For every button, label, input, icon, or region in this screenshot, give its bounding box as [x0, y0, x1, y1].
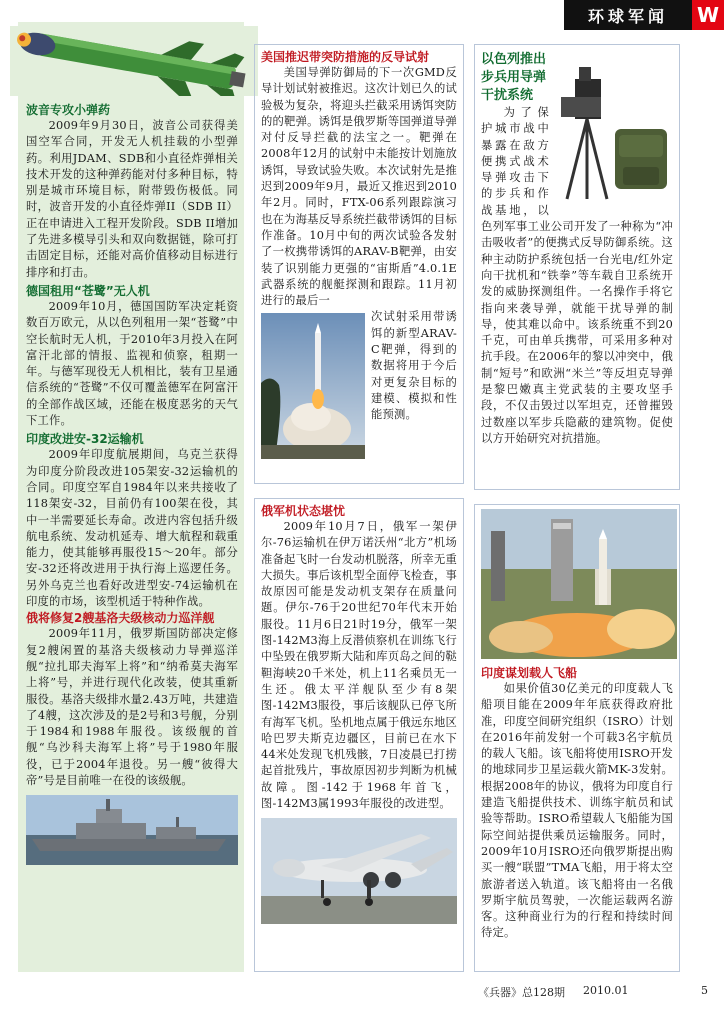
article-title: 俄军机状态堪忧: [261, 504, 346, 518]
article-russian-aircraft: [254, 498, 464, 972]
left-section-3: [26, 431, 238, 610]
article-body: 如果价值30亿美元的印度载人飞船项目能在2009年年底获得政府批准，印度空间研究组织（ISRO）计划在2016年前发射一个可载3名宇航员的载人飞船。该飞船将使用ISRO开发的地球同步卫星运载火箭MK-3发射。根据2008年的协议，俄将为印度自行建造飞船提供技术、训练宇航员和试验等帮助。ISRO希望载人飞船能为国际空间站提供乘员运输服务。同时，2009年10月ISRO还向俄罗斯提出购买一艘“联盟”TMA飞船，用于将太空旅游者送入轨道。该飞船将由一名俄罗斯宇航员驾驶，一次能运载两名游客。这种商业行为的行程和持续时间待定。: [481, 682, 673, 940]
left-column: [18, 22, 244, 972]
article-float-wrap: [261, 309, 457, 461]
missile-photo: [10, 26, 258, 96]
jammer-system-photo: [553, 49, 673, 207]
left-section-4: [26, 610, 238, 789]
section-body: 2009年10月，德国国防军决定耗资数百万欧元，从以色列租用一架“苍鹭”中空长航时无人机，于2010年3月投入在阿富汗北部的情报、监视和侦察，租期一年。与德军现役无人机相比，装有卫星通信系统的“苍鹭”不仅可覆盖德军在阿富汗的全部作战区域，还能在极度恶劣的天气下工作。: [26, 299, 238, 428]
left-section-1: [26, 102, 238, 281]
section-title: 波音专攻小弹药: [26, 103, 111, 117]
masthead: [564, 0, 724, 30]
article-title: 印度谋划载人飞船: [481, 666, 578, 680]
section-body: 2009年9月30日，波音公司获得美国空军合同，开发无人机挂载的小型弹药。利用JDAM、SDB和小直径炸弹相关技术开发的这种弹药能对付多种目标，特别是城市环境目标，附带毁伤极低。同时，波音开发的小直径炸弹II（SDB II）正在申请进入工程开发阶段。SDB II增加了先进多模导引头和双向数据链，除可打击固定目标，还能对高价值移动目标进行排序和打击。: [26, 119, 238, 279]
section-body: 2009年印度航展期间，乌克兰获得为印度分阶段改进105架安-32运输机的合同。印度空军自1984年以来共接收了118架安-32，目前仍有100架在役，其中一半需要延长寿命。改进内容包括升级航电系统、发动机延寿、增大航程和载重能力，使其能够再服役15～20年。部分安-32还将改进用于执行海上巡逻任务。另外乌克兰也看好改进型安-74运输机在印度的市场，该型机适于特种作战。: [26, 448, 238, 609]
masthead-title: 环球军闻: [564, 0, 692, 30]
middle-column: [254, 44, 464, 972]
page-footer: [478, 984, 708, 1000]
article-body: 2009年10月7日，俄军一架伊尔-76运输机在伊万诺沃州“北方”机场准备起飞时一台发动机脱落，所幸无重大损失。事后该机型全面停飞检查，事故原因可能是发动机支架存在质量问题。伊尔-76于20世纪70年代末开始服役。11月6日21时19分，俄军一架图-142M3海上反潜侦察机在训练飞行中坠毁在俄罗斯大陆和库页岛之间的鞑靼海峡20千米处，机上11名乘员无一生还。俄太平洋舰队至少有8架图-142M3服役，事后该舰队已停飞所有海军飞机。坠机地点属于俄远东地区哈巴罗夫斯克边疆区，目前已在水下44米处发现飞机残骸，7日凌晨已打捞起首批残片，事故原因初步判断为机械故障。图-142于1968年首飞，图-142M3属1993年服役的改进型。: [261, 520, 457, 811]
section-body: 2009年11月，俄罗斯国防部决定修复2艘闲置的基洛夫级核动力导弹巡洋舰“拉扎耶夫海军上将”和“纳希莫夫海军上将”号，并进行现代化改装，使其重新服役。基洛夫级排水量2.43万吨，共建造了4艘，这次涉及的是2号和3号舰，分别于1984和1988年服役。该级舰的首舰“乌沙科夫海军上将”号于1980年服役，已于2004年退役。另一艘“彼得大帝”号是目前唯一在役的该级舰。: [26, 627, 238, 787]
tu142-aircraft-photo: [261, 818, 457, 924]
section-title: 德国租用“苍鹭”无人机: [26, 283, 150, 298]
article-title: 以色列推出步兵用导弹干扰系统: [481, 52, 547, 103]
article-body-continued: 次试射采用带诱饵的新型ARAV-C靶弹，得到的数据将用于今后对更复杂目标的建模、模拟和性能预测。: [371, 310, 457, 422]
footer-date: 2010.01: [583, 984, 629, 997]
right-column: [474, 44, 680, 972]
article-missile-defense: [254, 44, 464, 484]
section-title: 俄将修复2艘基洛夫级核动力巡洋舰: [26, 611, 215, 626]
section-title: 印度改进安-32运输机: [26, 432, 144, 447]
footer-magazine: 《兵器》总128期: [478, 986, 565, 999]
article-body: 为了保护城市战中暴露在敌方便携式战术导弹攻击下的步兵和作战基地，以色列军事工业公司开发了一种称为“冲击吸收者”的便携式反导防御系统。这种主动防护系统包括一台光电/红外定向干扰机和“铁拳”等车载自卫系统开发的威胁探测组件。一名操作手将它指向来袭导弹，就能干扰导弹的制导，使其难以命中。该系统重不到20千克，可由单兵携带，可采用多种对抗手段。在2006年的黎以冲突中，俄制“短号”和欧洲“米兰”等反坦克导弹是黎巴嫩真主党武装的主要攻坚手段，不仅击毁过以军坦克，还曾摧毁过数座以军步兵隐蔽的建筑物。促使以方开始研究对抗措施。: [481, 106, 673, 445]
article-india-spacecraft: [474, 504, 680, 972]
article-body: 美国导弹防御局的下一次GMD反导计划试射被推迟。这次计划已久的试验极为复杂，将迎头拦截采用诱饵突防的的靶弹。诱饵是俄罗斯等国弹道导弹对付反导拦截的法宝之一。靶弹在2008年12月的试射中未能按计划施放诱饵，导致试验失败。本次试射先是推迟到2009年9月，最近又推迟到2010年2月。同时，FTX-06系列跟踪演习也在为海基反导系统拦截带诱饵的目标作准备。10月中旬的两次试验各发射了一枚携带诱饵的ARAV-B靶弹，由安装了识别能力更强的“宙斯盾”4.0.1E武器系统的舰艇探测和跟踪。11月初进行的最后一: [261, 66, 457, 308]
cruiser-photo: [26, 795, 238, 865]
article-title: 美国推迟带突防措施的反导试射: [261, 50, 430, 64]
footer-page-number: 5: [701, 984, 708, 997]
masthead-logo: W: [692, 0, 724, 30]
left-section-2: [26, 283, 238, 429]
rocket-launch-photo: [261, 313, 365, 459]
launch-site-photo: [481, 509, 677, 659]
article-israel-jammer: [474, 44, 680, 490]
